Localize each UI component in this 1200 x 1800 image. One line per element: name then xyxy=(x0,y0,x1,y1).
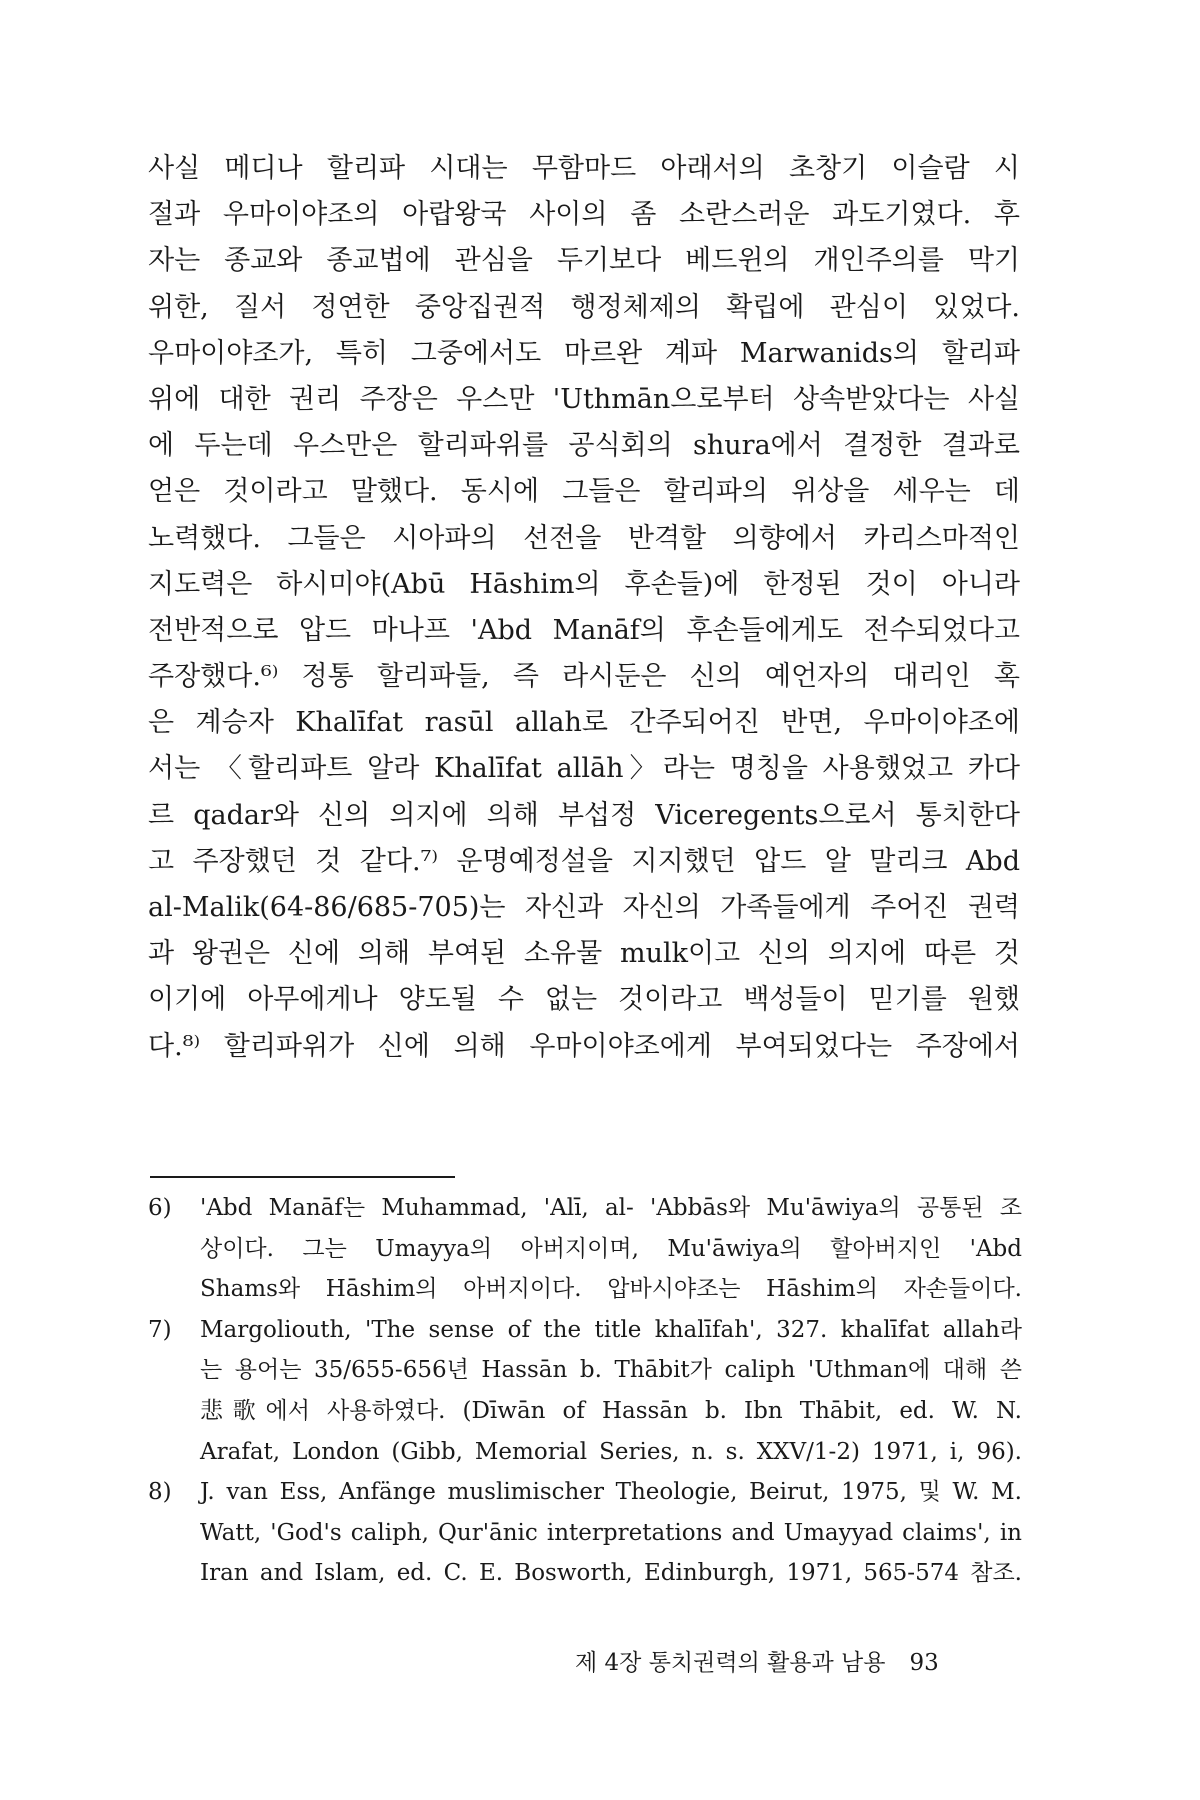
footnote-number: 6) xyxy=(148,1195,172,1221)
body-line: 자는 종교와 종교법에 관심을 두기보다 베드윈의 개인주의를 막기 xyxy=(148,245,1020,277)
body-line: 위한, 질서 정연한 중앙집권적 행정체제의 확립에 관심이 있었다. xyxy=(148,291,1020,323)
footnote-7 xyxy=(148,1310,1022,1472)
chapter-title: 제 4장 통치권력의 활용과 남용 xyxy=(575,1650,886,1676)
footnote-line: 는 용어는 35/655-656년 Hassān b. Thābit가 caliph 'Uthman에 대해 쓴 xyxy=(200,1357,1022,1384)
body-line: al-Malik(64-86/685-705)는 자신과 자신의 가족들에게 주어진 권력 xyxy=(148,892,1020,923)
footnote-number: 8) xyxy=(148,1479,172,1506)
footnote-divider xyxy=(150,1176,455,1178)
footnote-6 xyxy=(148,1188,1022,1310)
body-line: 지도력은 하시미야(Abū Hāshim의 후손들)에 한정된 것이 아니라 xyxy=(148,568,1020,600)
body-line: 주장했다.⁶⁾ 정통 할리파들, 즉 라시둔은 신의 예언자의 대리인 혹 xyxy=(148,661,1020,693)
footnote-line: 상이다. 그는 Umayya의 아버지이며, Mu'āwiya의 할아버지인 'Abd xyxy=(200,1235,1022,1262)
body-line: 과 왕권은 신에 의해 부여된 소유물 mulk이고 신의 의지에 따른 것 xyxy=(148,938,1020,970)
footnote-text: 'Abd Manāf는 Muhammad, 'Alī, al- 'Abbās와 Mu'āwiya의 공통된 조 xyxy=(200,1195,1022,1221)
body-line: 에 두는데 우스만은 할리파위를 공식회의 shura에서 결정한 결과로 xyxy=(148,430,1020,462)
page-number: 93 xyxy=(909,1650,939,1676)
footnote-number: 7) xyxy=(148,1316,172,1343)
footnote-line: Arafat, London (Gibb, Memorial Series, n. s. XXV/1-2) 1971, i, 96). xyxy=(200,1438,1022,1465)
footnote-line: Watt, 'God's caliph, Qur'ānic interpretations and Umayyad claims', in xyxy=(200,1519,1022,1546)
body-line: 서는 〈할리파트 알라 Khalīfat allāh〉라는 명칭을 사용했었고 카다 xyxy=(148,753,1020,785)
body-line: 절과 우마이야조의 아랍왕국 사이의 좀 소란스러운 과도기였다. 후 xyxy=(148,199,1020,231)
body-line: 이기에 아무에게나 양도될 수 없는 것이라고 백성들이 믿기를 원했 xyxy=(148,984,1020,1016)
body-line: 우마이야조가, 특히 그중에서도 마르완 계파 Marwanids의 할리파 xyxy=(148,337,1020,369)
body-line: 전반적으로 압드 마나프 'Abd Manāf의 후손들에게도 전수되었다고 xyxy=(148,614,1020,646)
footnote-line xyxy=(148,1188,1022,1229)
footnote-line xyxy=(148,1310,1022,1351)
body-line: 르 qadar와 신의 의지에 의해 부섭정 Viceregents으로서 통치한다 xyxy=(148,799,1020,831)
footnote-line: Shams와 Hāshim의 아버지이다. 압바시야조는 Hāshim의 자손들이다. xyxy=(200,1276,1022,1303)
footnote-line: 悲歌에서 사용하였다. (Dīwān of Hassān b. Ibn Thābit, ed. W. N. xyxy=(200,1397,1022,1424)
footnote-8 xyxy=(148,1472,1022,1594)
footnote-text: J. van Ess, Anfänge muslimischer Theologie, Beirut, 1975, 및 W. M. xyxy=(200,1479,1022,1506)
footnotes xyxy=(148,1188,1022,1594)
running-footer xyxy=(575,1646,939,1680)
body-line: 노력했다. 그들은 시아파의 선전을 반격할 의향에서 카리스마적인 xyxy=(148,522,1020,554)
footnote-text: Margoliouth, 'The sense of the title khalīfah', 327. khalīfat allah라 xyxy=(200,1316,1022,1343)
body-text xyxy=(148,146,1020,1070)
body-line: 은 계승자 Khalīfat rasūl allah로 간주되어진 반면, 우마이야조에 xyxy=(148,707,1020,739)
body-line: 다.⁸⁾ 할리파위가 신에 의해 우마이야조에게 부여되었다는 주장에서 xyxy=(148,1030,1020,1062)
body-line: 사실 메디나 할리파 시대는 무함마드 아래서의 초창기 이슬람 시 xyxy=(148,153,1020,184)
body-line: 얻은 것이라고 말했다. 동시에 그들은 할리파의 위상을 세우는 데 xyxy=(148,476,1020,508)
body-line: 고 주장했던 것 같다.⁷⁾ 운명예정설을 지지했던 압드 알 말리크 Abd xyxy=(148,845,1020,877)
footnote-line xyxy=(148,1472,1022,1513)
body-line: 위에 대한 권리 주장은 우스만 'Uthmān으로부터 상속받았다는 사실 xyxy=(148,383,1020,415)
footnote-line: Iran and Islam, ed. C. E. Bosworth, Edinburgh, 1971, 565-574 참조. xyxy=(200,1560,1022,1587)
